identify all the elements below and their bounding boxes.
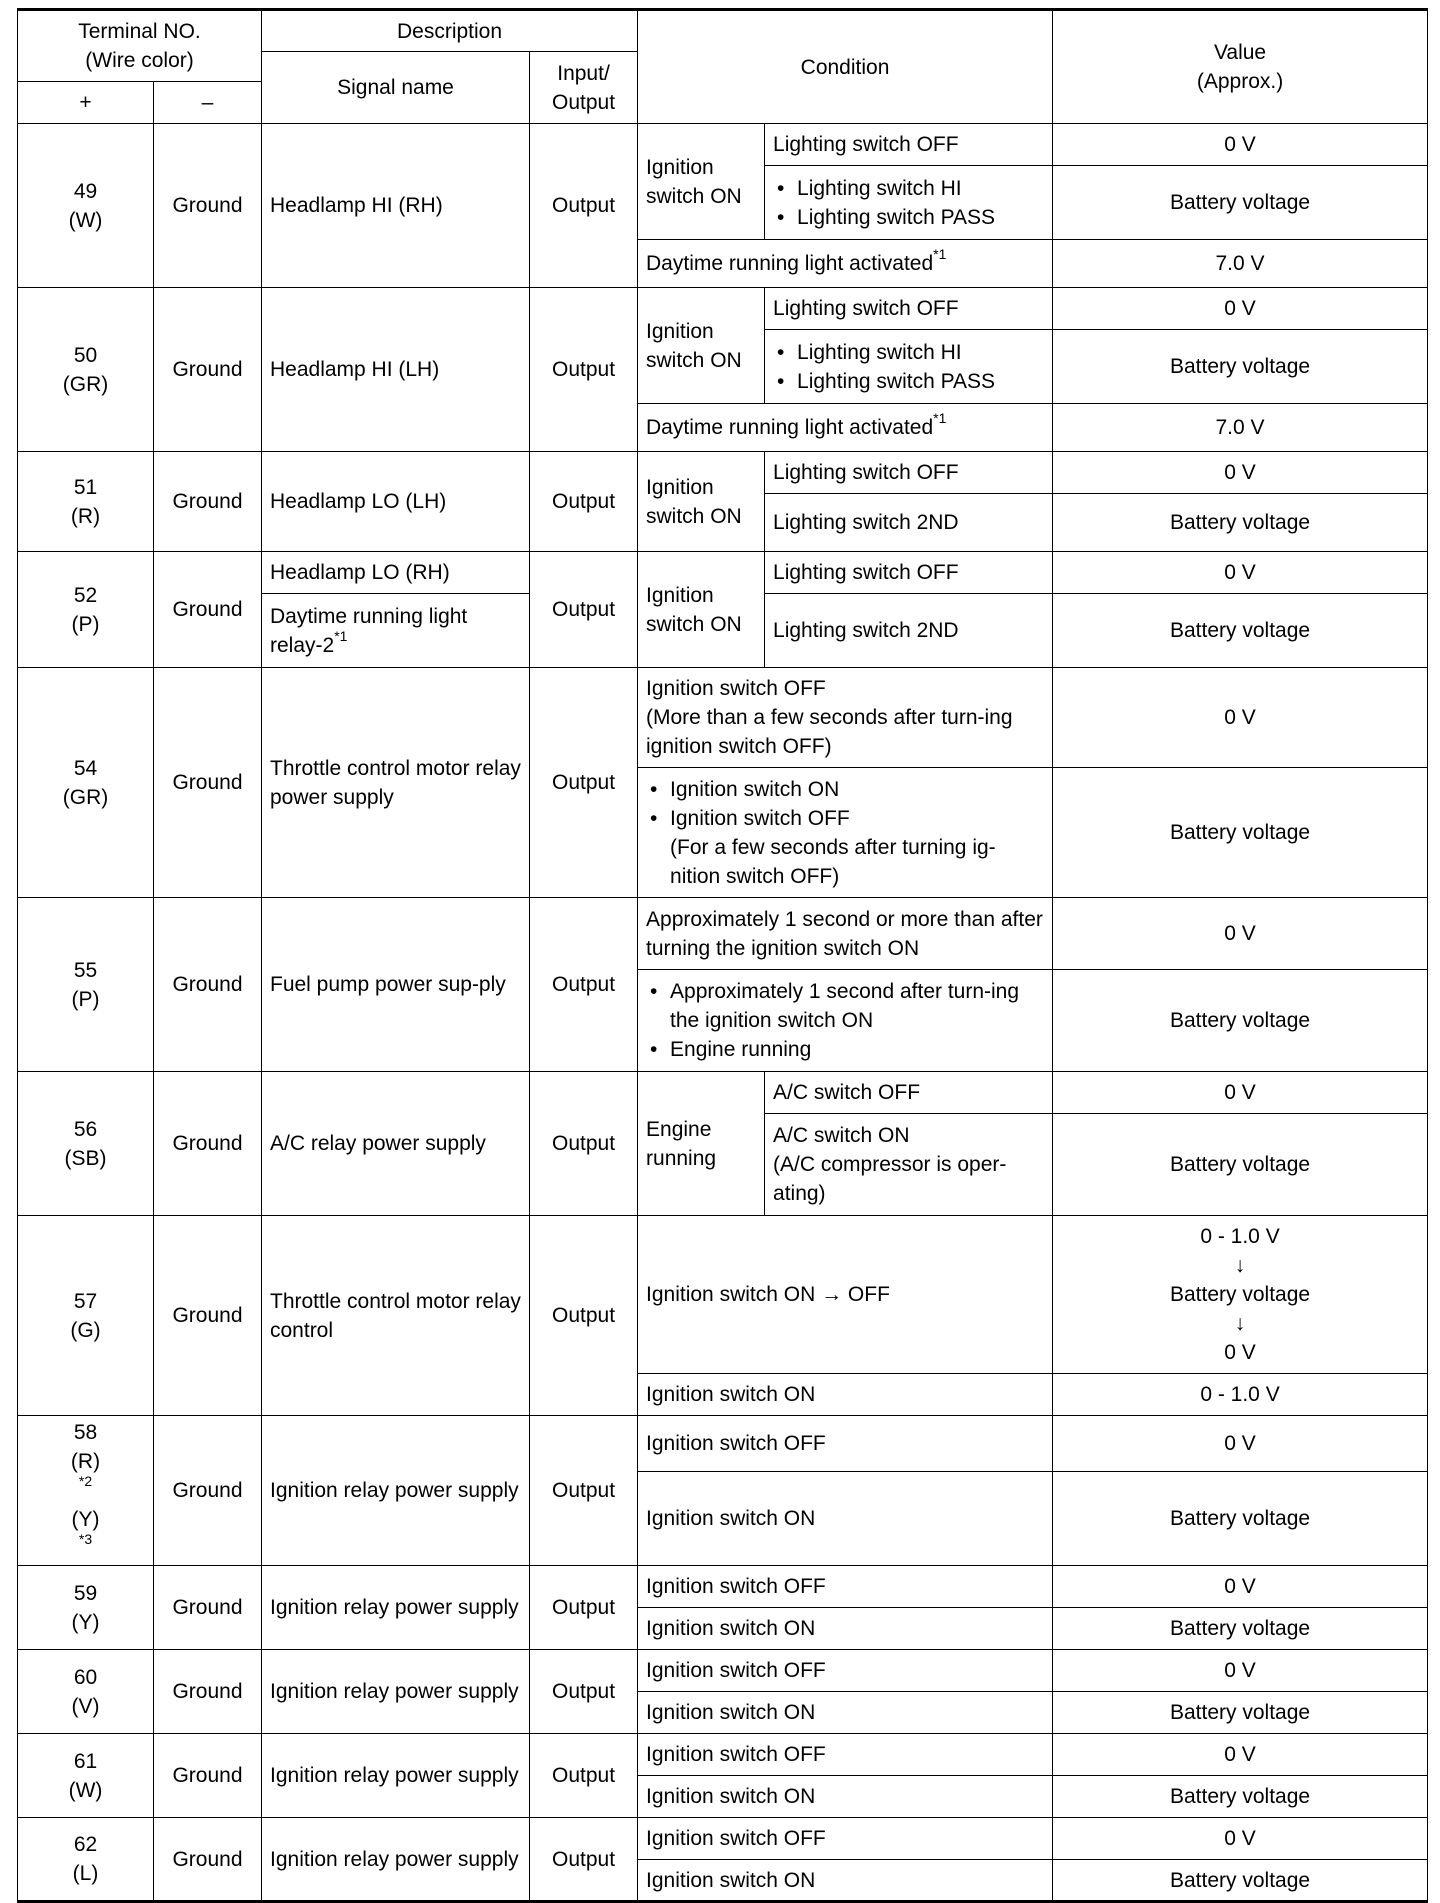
- ground-cell: Ground: [154, 452, 262, 552]
- wire-color: (SB): [64, 1146, 107, 1170]
- condition-cell: Ignition switch ON: [638, 1860, 1053, 1902]
- condition-text: (For a few seconds after turning ig-nition switch OFF): [670, 835, 996, 888]
- value-cell: 0 V: [1053, 898, 1428, 970]
- signal-name-cell: Headlamp HI (RH): [262, 124, 530, 288]
- condition-bullet: • Lighting switch HI: [797, 174, 1044, 203]
- condition-bullet: [670, 804, 1044, 891]
- condition-bullet: • Approximately 1 second after turn-ing the ignition switch ON: [670, 977, 1044, 1035]
- wire-color: (L): [72, 1862, 99, 1885]
- io-cell: Output: [530, 124, 638, 288]
- terminal-number: 59: [73, 1581, 98, 1605]
- condition-cell: Lighting switch 2ND: [765, 594, 1053, 668]
- wire-color: (Y): [71, 1610, 100, 1634]
- header-value: [1053, 10, 1428, 124]
- io-cell: Output: [530, 552, 638, 668]
- ground-cell: Ground: [154, 124, 262, 288]
- header-row-1: [18, 10, 1428, 52]
- condition-group-cell: Engine running: [638, 1072, 765, 1216]
- ground-cell: Ground: [154, 1216, 262, 1416]
- table-row: [18, 1216, 1428, 1374]
- io-cell: Output: [530, 1072, 638, 1216]
- condition-text: Ignition switch OFF: [670, 806, 850, 830]
- table-row: [18, 552, 1428, 594]
- terminal-cell: [18, 1416, 154, 1566]
- terminal-number: 58: [73, 1421, 98, 1444]
- value-cell: Battery voltage: [1053, 594, 1428, 668]
- condition-cell: Ignition switch ON: [638, 1374, 1053, 1416]
- terminal-number: 60: [73, 1665, 98, 1689]
- value-cell: Battery voltage: [1053, 330, 1428, 404]
- wire-color: (GR): [62, 372, 109, 396]
- io-cell: Output: [530, 1416, 638, 1566]
- signal-name-cell: Throttle control motor relay control: [262, 1216, 530, 1416]
- header-terminal-label: Terminal NO.: [78, 20, 201, 43]
- value-cell: 7.0 V: [1053, 240, 1428, 288]
- wire-color: (V): [71, 1694, 100, 1718]
- table-row: [18, 668, 1428, 768]
- value-cell: 0 V: [1053, 668, 1428, 768]
- condition-bullet: • Engine running: [670, 1035, 1044, 1064]
- terminal-number: 54: [73, 756, 98, 780]
- ground-cell: Ground: [154, 668, 262, 898]
- ground-cell: Ground: [154, 1734, 262, 1818]
- condition-cell: Ignition switch ON: [638, 1608, 1053, 1650]
- terminal-table-wrapper: [17, 8, 1427, 1903]
- table-row: [18, 1566, 1428, 1608]
- header-value-label: Value: [1213, 41, 1267, 64]
- signal-name-cell: Headlamp LO (LH): [262, 452, 530, 552]
- terminal-number: 55: [73, 958, 98, 982]
- footnote-marker: *1: [334, 627, 348, 644]
- condition-cell: [765, 330, 1053, 404]
- header-wire-color: (Wire color): [85, 49, 194, 72]
- table-row: [18, 1734, 1428, 1776]
- condition-text: A/C switch ON: [773, 1124, 910, 1147]
- footnote-marker: *1: [933, 246, 947, 262]
- condition-group-cell: Ignition switch ON: [638, 452, 765, 552]
- io-cell: Output: [530, 1650, 638, 1734]
- value-cell: Battery voltage: [1053, 494, 1428, 552]
- value-cell: Battery voltage: [1053, 1608, 1428, 1650]
- wire-color: (P): [71, 612, 100, 636]
- terminal-cell: [18, 1216, 154, 1416]
- signal-name-cell: Ignition relay power supply: [262, 1416, 530, 1566]
- down-arrow-icon: ↓: [1234, 1254, 1246, 1277]
- wire-color: (P): [71, 987, 100, 1011]
- condition-bullet: • Lighting switch HI: [797, 338, 1044, 367]
- signal-name-cell: Headlamp HI (LH): [262, 288, 530, 452]
- footnote-marker: *1: [933, 410, 947, 426]
- value-cell: Battery voltage: [1053, 166, 1428, 240]
- condition-bullets: [646, 775, 1044, 891]
- io-cell: Output: [530, 288, 638, 452]
- wire-color-text: (R): [70, 1450, 101, 1473]
- wire-color: (R): [70, 504, 101, 528]
- value-cell: Battery voltage: [1053, 1860, 1428, 1902]
- terminal-cell: [18, 552, 154, 668]
- terminal-cell: [18, 288, 154, 452]
- value-step: Battery voltage: [1169, 1283, 1311, 1306]
- header-value-approx: (Approx.): [1196, 70, 1284, 93]
- header-minus: –: [154, 82, 262, 124]
- ground-cell: Ground: [154, 1416, 262, 1566]
- ecm-terminal-table: [17, 8, 1428, 1903]
- signal-name-cell: Ignition relay power supply: [262, 1650, 530, 1734]
- header-terminal-no: [18, 10, 262, 82]
- condition-cell: [638, 404, 1053, 452]
- terminal-cell: [18, 898, 154, 1072]
- condition-cell: Ignition switch OFF: [638, 1566, 1053, 1608]
- terminal-cell: [18, 1818, 154, 1902]
- value-cell: 0 V: [1053, 1072, 1428, 1114]
- condition-cell: Ignition switch OFF: [638, 1734, 1053, 1776]
- wire-color: (G): [70, 1318, 101, 1342]
- value-cell: 0 V: [1053, 1734, 1428, 1776]
- value-cell: 0 V: [1053, 452, 1428, 494]
- condition-cell: Approximately 1 second or more than after turning the ignition switch ON: [638, 898, 1053, 970]
- signal-name-cell: Ignition relay power supply: [262, 1818, 530, 1902]
- terminal-number: 50: [73, 343, 98, 367]
- value-step: 0 - 1.0 V: [1200, 1225, 1280, 1248]
- value-cell: 0 V: [1053, 1416, 1428, 1472]
- terminal-cell: [18, 1734, 154, 1818]
- value-cell: 0 V: [1053, 288, 1428, 330]
- wire-color: [26, 1447, 145, 1505]
- condition-cell: Ignition switch ON: [638, 1692, 1053, 1734]
- terminal-number: 52: [73, 583, 98, 607]
- condition-cell: [765, 1114, 1053, 1216]
- wire-color: [26, 1505, 145, 1563]
- value-step: 0 V: [1224, 1341, 1256, 1364]
- condition-text: Daytime running light activated: [646, 416, 934, 439]
- condition-cell: [765, 166, 1053, 240]
- footnote-marker: *3: [78, 1531, 93, 1547]
- header-description: Description: [262, 10, 638, 52]
- condition-cell: [638, 768, 1053, 898]
- ground-cell: Ground: [154, 288, 262, 452]
- wire-color: (W): [68, 1778, 103, 1802]
- value-cell: Battery voltage: [1053, 1472, 1428, 1566]
- ground-cell: Ground: [154, 552, 262, 668]
- io-cell: Output: [530, 452, 638, 552]
- condition-text: (A/C compressor is oper-ating): [773, 1153, 1007, 1205]
- signal-name-cell: Ignition relay power supply: [262, 1734, 530, 1818]
- condition-cell: Lighting switch OFF: [765, 552, 1053, 594]
- condition-cell: [638, 240, 1053, 288]
- signal-name-cell: Headlamp LO (RH): [262, 552, 530, 594]
- condition-cell: Lighting switch OFF: [765, 288, 1053, 330]
- terminal-cell: [18, 452, 154, 552]
- condition-bullets: [646, 977, 1044, 1064]
- signal-name-cell: Ignition relay power supply: [262, 1566, 530, 1650]
- table-row: [18, 898, 1428, 970]
- condition-cell: Lighting switch 2ND: [765, 494, 1053, 552]
- wire-color-text: (Y): [71, 1508, 100, 1531]
- value-cell: 0 V: [1053, 124, 1428, 166]
- signal-name-cell: [262, 594, 530, 668]
- io-cell: Output: [530, 1818, 638, 1902]
- value-cell: 0 V: [1053, 1650, 1428, 1692]
- value-cell: Battery voltage: [1053, 1692, 1428, 1734]
- value-cell: [1053, 1216, 1428, 1374]
- condition-cell: [638, 970, 1053, 1072]
- value-cell: Battery voltage: [1053, 1776, 1428, 1818]
- condition-group-cell: Ignition switch ON: [638, 288, 765, 404]
- terminal-cell: [18, 1650, 154, 1734]
- io-cell: Output: [530, 1734, 638, 1818]
- table-row: [18, 1416, 1428, 1472]
- condition-bullet: • Ignition switch ON: [670, 775, 1044, 804]
- value-cell: 0 V: [1053, 552, 1428, 594]
- table-row: [18, 452, 1428, 494]
- condition-text: Daytime running light activated: [646, 252, 934, 275]
- header-io-2: Output: [551, 90, 616, 114]
- table-row: [18, 288, 1428, 330]
- condition-bullets: [773, 174, 1044, 232]
- signal-name-cell: Fuel pump power sup-ply: [262, 898, 530, 1072]
- value-cell: 0 - 1.0 V: [1053, 1374, 1428, 1416]
- condition-cell: Ignition switch OFF: [638, 1416, 1053, 1472]
- condition-bullet: • Lighting switch PASS: [797, 203, 1044, 232]
- signal-name-cell: A/C relay power supply: [262, 1072, 530, 1216]
- condition-cell: Ignition switch OFF: [638, 1818, 1053, 1860]
- header-signal-name: Signal name: [262, 52, 530, 124]
- value-cell: 0 V: [1053, 1818, 1428, 1860]
- condition-cell: Ignition switch ON → OFF: [638, 1216, 1053, 1374]
- condition-cell: A/C switch OFF: [765, 1072, 1053, 1114]
- signal-text: Daytime running light relay-2: [270, 604, 468, 657]
- condition-group-cell: Ignition switch ON: [638, 552, 765, 668]
- header-io-1: Input/: [557, 61, 610, 85]
- table-row: [18, 124, 1428, 166]
- terminal-number: 61: [73, 1749, 98, 1773]
- terminal-number: 57: [73, 1289, 98, 1313]
- ground-cell: Ground: [154, 1072, 262, 1216]
- value-cell: 7.0 V: [1053, 404, 1428, 452]
- footnote-marker: *2: [78, 1473, 93, 1489]
- table-row: [18, 1818, 1428, 1860]
- condition-cell: [638, 668, 1053, 768]
- io-cell: Output: [530, 898, 638, 1072]
- condition-text: (More than a few seconds after turn-ing ignition switch OFF): [646, 706, 1013, 758]
- wire-color: (W): [68, 208, 103, 232]
- condition-cell: Lighting switch OFF: [765, 124, 1053, 166]
- signal-name-cell: Throttle control motor relay power supply: [262, 668, 530, 898]
- terminal-number: 62: [73, 1833, 98, 1856]
- ground-cell: Ground: [154, 1818, 262, 1902]
- ground-cell: Ground: [154, 1566, 262, 1650]
- condition-cell: Ignition switch ON: [638, 1472, 1053, 1566]
- table-row: [18, 1072, 1428, 1114]
- condition-bullets: [773, 338, 1044, 396]
- terminal-number: 49: [73, 179, 98, 203]
- condition-group-cell: Ignition switch ON: [638, 124, 765, 240]
- terminal-cell: [18, 668, 154, 898]
- condition-cell: Ignition switch ON: [638, 1776, 1053, 1818]
- condition-bullet: • Lighting switch PASS: [797, 367, 1044, 396]
- terminal-cell: [18, 124, 154, 288]
- terminal-cell: [18, 1072, 154, 1216]
- header-input-output: [530, 52, 638, 124]
- header-plus: +: [18, 82, 154, 124]
- header-condition: Condition: [638, 10, 1053, 124]
- condition-cell: Ignition switch OFF: [638, 1650, 1053, 1692]
- value-cell: Battery voltage: [1053, 970, 1428, 1072]
- table-row: [18, 1650, 1428, 1692]
- io-cell: Output: [530, 668, 638, 898]
- value-cell: 0 V: [1053, 1566, 1428, 1608]
- condition-cell: Lighting switch OFF: [765, 452, 1053, 494]
- ground-cell: Ground: [154, 898, 262, 1072]
- terminal-number: 56: [73, 1117, 98, 1141]
- io-cell: Output: [530, 1566, 638, 1650]
- value-cell: Battery voltage: [1053, 1114, 1428, 1216]
- terminal-cell: [18, 1566, 154, 1650]
- value-cell: Battery voltage: [1053, 768, 1428, 898]
- wire-color: (GR): [62, 785, 109, 809]
- down-arrow-icon: ↓: [1234, 1312, 1246, 1335]
- condition-text: Ignition switch OFF: [646, 677, 826, 700]
- ground-cell: Ground: [154, 1650, 262, 1734]
- terminal-number: 51: [73, 475, 98, 499]
- io-cell: Output: [530, 1216, 638, 1416]
